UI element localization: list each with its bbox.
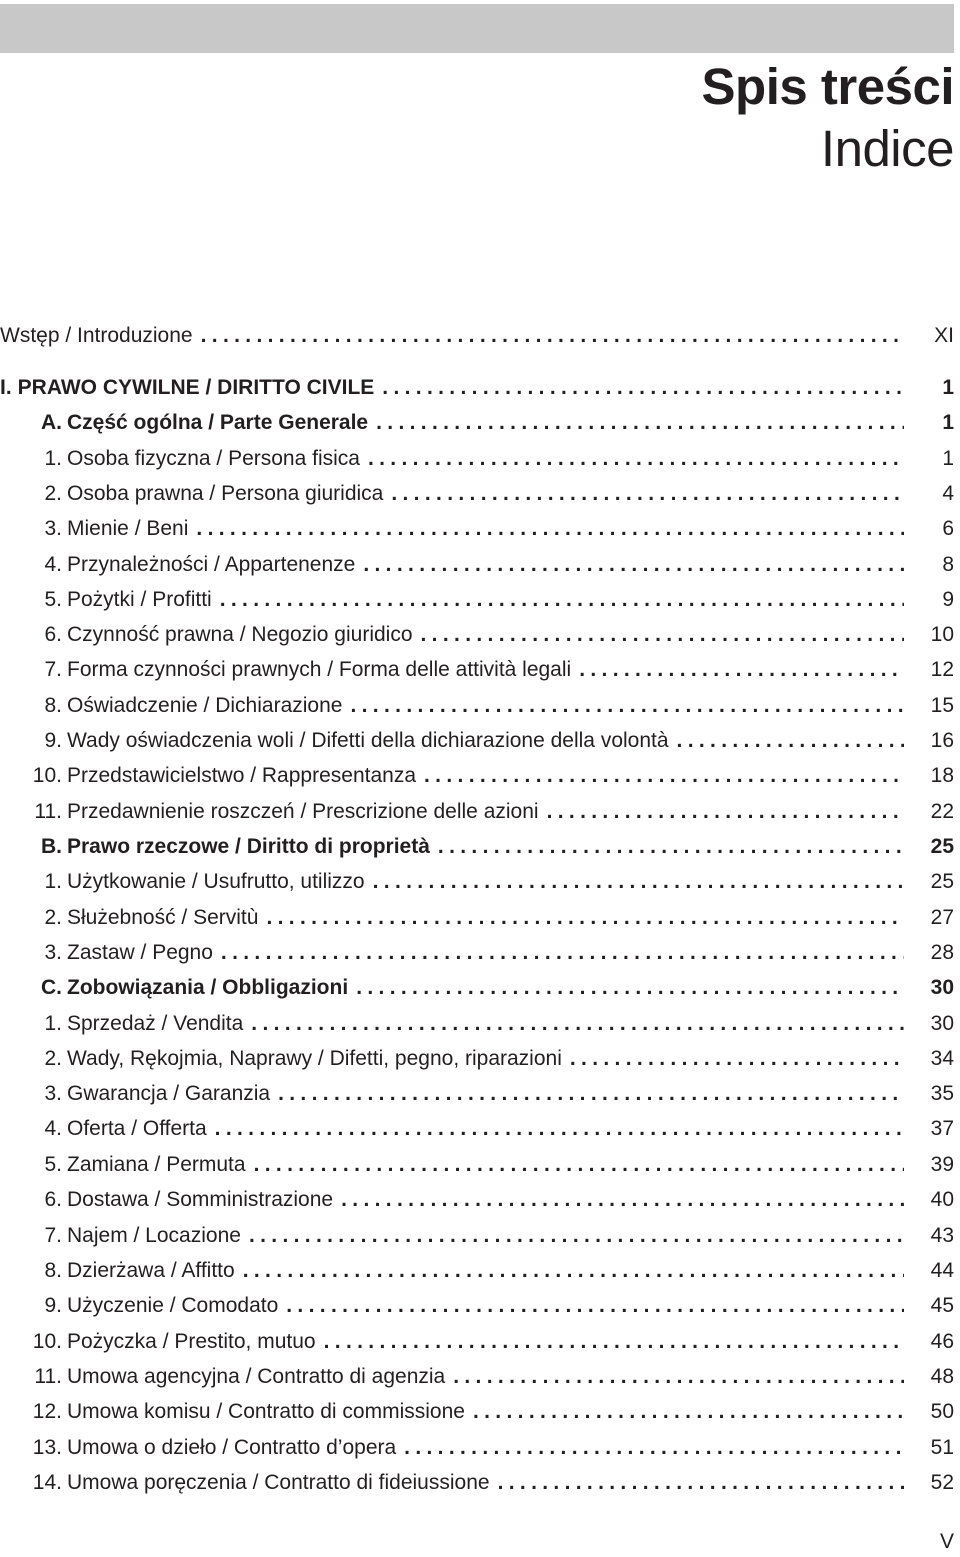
toc-dot-leader (579, 652, 904, 687)
toc-entry-page: 1 (942, 447, 954, 470)
toc-entry-number: 3. (44, 1082, 62, 1105)
toc-entry-page: 45 (930, 1294, 954, 1317)
toc-entry-number: 13. (32, 1436, 62, 1459)
toc-dot-leader (251, 1006, 904, 1041)
toc-entry (0, 1465, 954, 1500)
toc-entry-title: Wstęp / Introduzione (0, 324, 193, 347)
toc-entry-title: Służebność / Servitù (67, 906, 259, 929)
toc-dot-leader (404, 1430, 904, 1465)
toc-entry-number: I. (0, 376, 12, 399)
toc-entry-page: 10 (930, 623, 954, 646)
toc-dot-leader (278, 1076, 904, 1111)
toc-dot-leader (220, 582, 904, 617)
toc-entry-page: 46 (930, 1330, 954, 1353)
toc-dot-leader (196, 511, 904, 546)
toc-entry-number: 4. (44, 553, 62, 576)
toc-entry (0, 1147, 954, 1182)
toc-entry-title: Pożytki / Profitti (67, 588, 212, 611)
toc-entry-number: 4. (44, 1117, 62, 1140)
toc-entry-page: 28 (930, 941, 954, 964)
toc-entry (0, 829, 954, 864)
toc-dot-leader (243, 1253, 904, 1288)
toc-entry-title: Umowa o dzieło / Contratto d’opera (67, 1436, 397, 1459)
toc-entry (0, 1359, 954, 1394)
toc-entry-title: Sprzedaż / Vendita (67, 1012, 244, 1035)
toc-dot-leader (368, 441, 904, 476)
toc-entry-number: 9. (44, 1294, 62, 1317)
toc-entry-number: 7. (44, 658, 62, 681)
toc-entry-page: 1 (942, 411, 954, 434)
toc-entry (0, 1394, 954, 1429)
toc-entry-page: 9 (942, 588, 954, 611)
toc-entry (0, 1288, 954, 1323)
toc-entry (0, 900, 954, 935)
toc-entry (0, 758, 954, 793)
toc-dot-leader (286, 1288, 904, 1323)
toc-dot-leader (498, 1465, 904, 1500)
toc-entry-number: 5. (44, 588, 62, 611)
toc-entry-number: A. (41, 411, 62, 434)
toc-entry-number: 9. (44, 729, 62, 752)
toc-entry (0, 511, 954, 546)
toc-dot-leader (376, 405, 904, 440)
toc-entry-number: 10. (32, 1330, 62, 1353)
toc-entry-page: 30 (930, 976, 954, 999)
toc-entry (0, 935, 954, 970)
page-title-polish: Spis treści (701, 58, 954, 115)
toc-entry-page: 37 (930, 1117, 954, 1140)
toc-entry-page: 39 (930, 1153, 954, 1176)
toc-entry-number: 3. (44, 941, 62, 964)
toc-entry-number: 11. (34, 800, 62, 823)
toc-entry-page: 48 (930, 1365, 954, 1388)
toc-entry-page: 30 (930, 1012, 954, 1035)
toc-entry-title: Oświadczenie / Dichiarazione (67, 694, 343, 717)
toc-entry-number: 14. (32, 1471, 62, 1494)
toc-entry-title: Wady, Rękojmia, Naprawy / Difetti, pegno, riparazioni (67, 1047, 562, 1070)
toc-entry-title: PRAWO CYWILNE / DIRITTO CIVILE (17, 376, 375, 399)
toc-dot-leader (201, 318, 904, 353)
toc-entry-page: 15 (930, 694, 954, 717)
toc-entry (0, 688, 954, 723)
toc-entry-title: Prawo rzeczowe / Diritto di proprietà (67, 835, 430, 858)
toc-dot-leader (363, 547, 904, 582)
toc-entry-page: XI (934, 324, 954, 347)
toc-entry-number: 8. (44, 1259, 62, 1282)
toc-entry (0, 1324, 954, 1359)
toc-entry-title: Mienie / Beni (67, 517, 189, 540)
toc-entry-page: 52 (930, 1471, 954, 1494)
toc-dot-leader (215, 1111, 904, 1146)
toc-entry-number: 1. (44, 870, 62, 893)
toc-entry (0, 1041, 954, 1076)
toc-dot-leader (221, 935, 904, 970)
toc-entry (0, 370, 954, 405)
toc-entry-page: 12 (930, 658, 954, 681)
toc-entry (0, 1218, 954, 1253)
toc-dot-leader (254, 1147, 904, 1182)
toc-dot-leader (324, 1324, 904, 1359)
toc-dot-leader (382, 370, 904, 405)
toc-entry-number: 1. (44, 447, 62, 470)
toc-entry-title: Przedstawicielstwo / Rappresentanza (67, 764, 417, 787)
toc-entry-title: Gwarancja / Garanzia (67, 1082, 271, 1105)
toc-entry-title: Przynależności / Appartenenze (67, 553, 356, 576)
toc-dot-leader (373, 864, 904, 899)
toc-entry (0, 970, 954, 1005)
toc-entry-title: Osoba prawna / Persona giuridica (67, 482, 384, 505)
toc-entry-number: 11. (34, 1365, 62, 1388)
toc-entry (0, 864, 954, 899)
toc-dot-leader (473, 1394, 904, 1429)
toc-dot-leader (453, 1359, 904, 1394)
toc-entry-title: Wady oświadczenia woli / Difetti della dichiarazione della volontà (67, 729, 669, 752)
toc-entry-title: Forma czynności prawnych / Forma delle attività legali (67, 658, 572, 681)
toc-dot-leader (391, 476, 904, 511)
toc-entry-number: 10. (32, 764, 62, 787)
toc-entry-number: B. (41, 835, 62, 858)
toc-dot-leader (249, 1218, 904, 1253)
toc-entry (0, 1182, 954, 1217)
toc-entry-page: 4 (942, 482, 954, 505)
toc-entry-title: Oferta / Offerta (67, 1117, 207, 1140)
toc-entry-page: 34 (930, 1047, 954, 1070)
toc-entry (0, 617, 954, 652)
toc-dot-leader (424, 758, 904, 793)
toc-entry-page: 44 (930, 1259, 954, 1282)
toc-entry-title: Pożyczka / Prestito, mutuo (67, 1330, 316, 1353)
toc-entry-page: 25 (930, 835, 954, 858)
toc-dot-leader (341, 1182, 904, 1217)
toc-entry-title: Zastaw / Pegno (67, 941, 213, 964)
toc-entry (0, 1253, 954, 1288)
toc-entry (0, 1111, 954, 1146)
toc-entry-number: 8. (44, 694, 62, 717)
toc-entry-number: 5. (44, 1153, 62, 1176)
toc-entry-title: Przedawnienie roszczeń / Prescrizione delle azioni (67, 800, 539, 823)
toc-entry-page: 8 (942, 553, 954, 576)
toc-entry-page: 40 (930, 1188, 954, 1211)
toc-dot-leader (421, 617, 904, 652)
toc-entry-title: Zamiana / Permuta (67, 1153, 246, 1176)
toc-entry (0, 405, 954, 440)
toc-entry-title: Najem / Locazione (67, 1224, 241, 1247)
toc-entry-page: 22 (930, 800, 954, 823)
toc-entry (0, 652, 954, 687)
toc-entry-number: 1. (44, 1012, 62, 1035)
toc-entry-title: Dzierżawa / Affitto (67, 1259, 235, 1282)
toc-dot-leader (350, 688, 904, 723)
toc-dot-leader (266, 900, 904, 935)
toc-dot-leader (547, 794, 904, 829)
toc-entry-page: 51 (930, 1436, 954, 1459)
toc-entry-number: 6. (44, 1188, 62, 1211)
toc-entry-number: 6. (44, 623, 62, 646)
page-number: V (939, 1530, 954, 1553)
toc-entry (0, 1006, 954, 1041)
page-title-italian: Indice (820, 120, 954, 177)
toc-dot-leader (677, 723, 904, 758)
toc-entry-title: Czynność prawna / Negozio giuridico (67, 623, 413, 646)
toc-dot-leader (570, 1041, 904, 1076)
toc-dot-leader (438, 829, 904, 864)
toc-entry (0, 582, 954, 617)
toc-entry-title: Użyczenie / Comodato (67, 1294, 279, 1317)
toc-entry-page: 6 (942, 517, 954, 540)
toc-entry-number: 2. (44, 482, 62, 505)
toc-entry (0, 441, 954, 476)
toc-entry-page: 35 (930, 1082, 954, 1105)
toc-entry-title: Umowa poręczenia / Contratto di fideiussione (67, 1471, 490, 1494)
toc-entry-page: 25 (930, 870, 954, 893)
header-bar (0, 4, 954, 53)
toc-entry-page: 16 (930, 729, 954, 752)
toc-entry-title: Zobowiązania / Obbligazioni (67, 976, 349, 999)
toc-entry (0, 794, 954, 829)
toc-entry (0, 476, 954, 511)
toc-entry-title: Osoba fizyczna / Persona fisica (67, 447, 360, 470)
toc-entry (0, 1430, 954, 1465)
toc-entry-title: Umowa komisu / Contratto di commissione (67, 1400, 465, 1423)
toc-entry-number: 7. (44, 1224, 62, 1247)
toc-entry (0, 723, 954, 758)
toc-entry-number: 3. (44, 517, 62, 540)
toc-entry-page: 18 (930, 764, 954, 787)
toc-entry-page: 27 (930, 906, 954, 929)
toc-entry-page: 43 (930, 1224, 954, 1247)
toc-entry (0, 1076, 954, 1111)
toc-entry-number: 2. (44, 1047, 62, 1070)
toc-entry-title: Część ogólna / Parte Generale (67, 411, 369, 434)
toc-entry-title: Umowa agencyjna / Contratto di agenzia (67, 1365, 446, 1388)
toc-entry-title: Użytkowanie / Usufrutto, utilizzo (67, 870, 365, 893)
toc-entry-number: 12. (32, 1400, 62, 1423)
toc-entry-number: 2. (44, 906, 62, 929)
toc-dot-leader (356, 970, 904, 1005)
toc-entry-number: C. (41, 976, 62, 999)
title-block (702, 58, 954, 182)
toc-entry (0, 318, 954, 353)
toc-entry (0, 547, 954, 582)
toc-entry-page: 50 (930, 1400, 954, 1423)
toc-entry-title: Dostawa / Somministrazione (67, 1188, 334, 1211)
toc-entry-page: 1 (942, 376, 954, 399)
